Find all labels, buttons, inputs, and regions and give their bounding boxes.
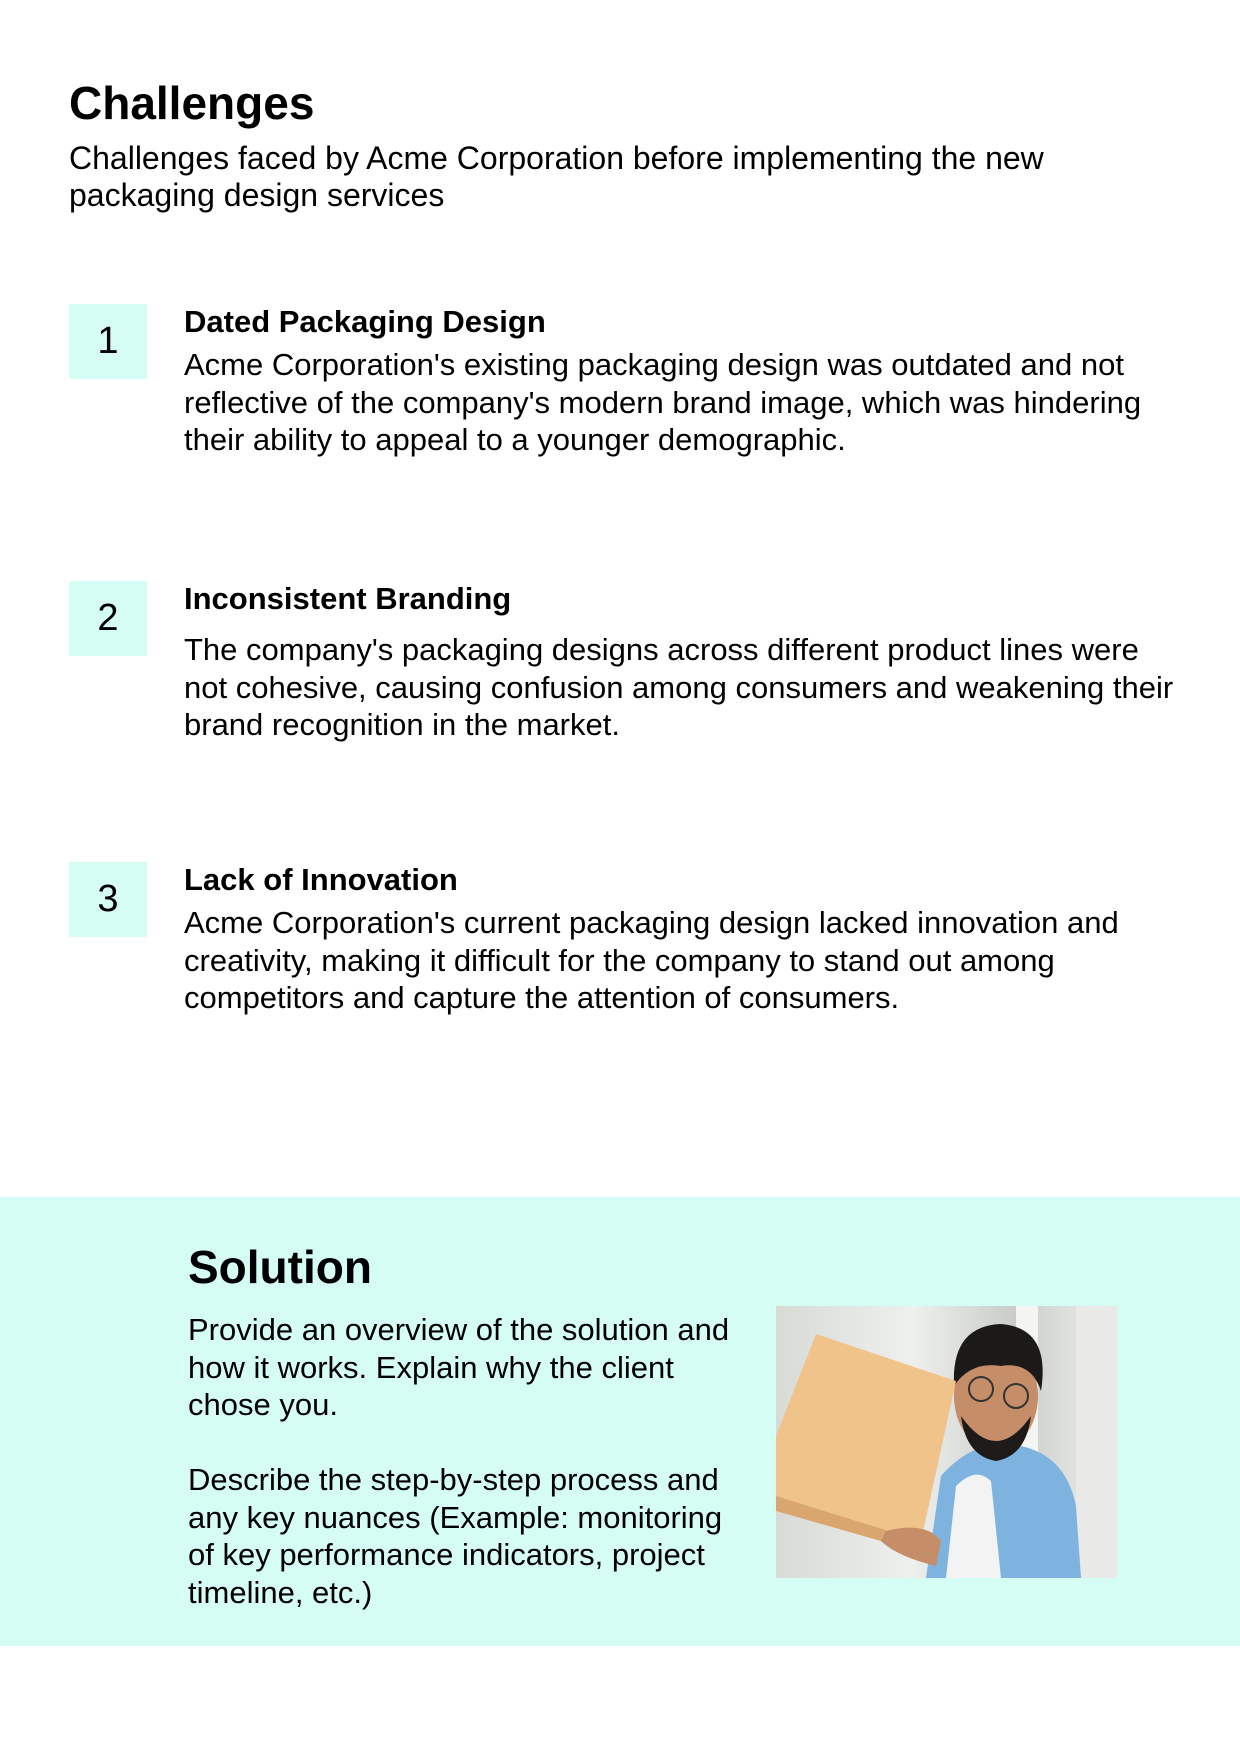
challenge-number: 2 [69,581,147,656]
solution-process: Describe the step-by-step process and any key nuances (Example: monitoring of key performance indicators, project timeline, etc.) [188,1462,723,1610]
challenge-number: 3 [69,862,147,937]
challenge-body: Acme Corporation's current packaging design lacked innovation and creativity, making it difficult for the company to stand out among competitors and capture the attention of consumers. [184,905,1119,1015]
challenge-title: Lack of Innovation [184,862,458,897]
solution-heading: Solution [188,1241,372,1293]
photo-illustration-icon [776,1306,1117,1578]
challenge-body: Acme Corporation's existing packaging design was outdated and not reflective of the company's modern brand image, which was hindering their ability to appeal to a younger demographic. [184,347,1142,457]
man-holding-box-photo [776,1306,1117,1578]
challenges-heading: Challenges [69,77,315,129]
challenge-body: The company's packaging designs across different product lines were not cohesive, causing confusion among consumers and weakening their brand recognition in the market. [184,632,1174,742]
challenge-number: 1 [69,304,147,379]
challenge-title: Dated Packaging Design [184,304,546,339]
challenge-title: Inconsistent Branding [184,581,512,616]
solution-overview: Provide an overview of the solution and how it works. Explain why the client chose you. [188,1312,730,1422]
challenges-subtitle: Challenges faced by Acme Corporation before implementing the new packaging design services [69,140,1044,213]
